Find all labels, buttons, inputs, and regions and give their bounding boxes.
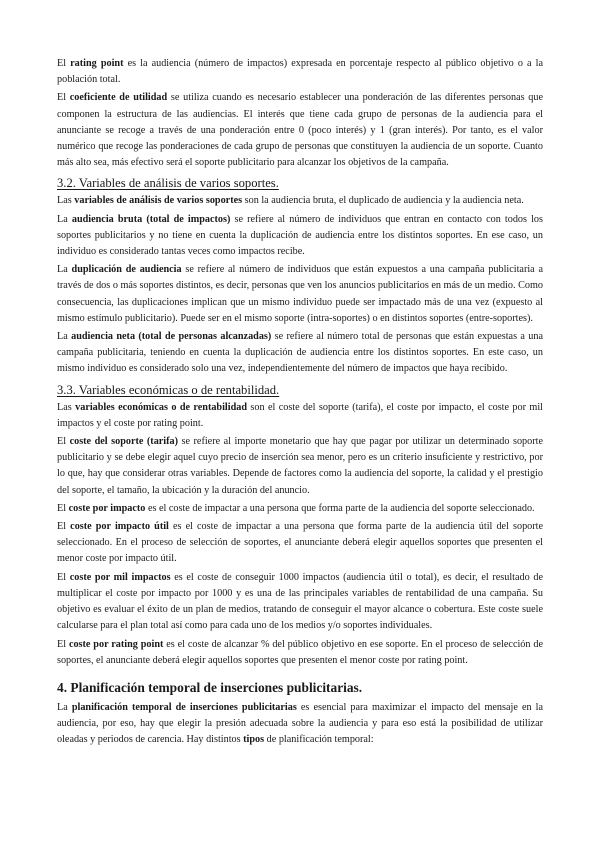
heading-3-2: 3.2. Variables de análisis de varios soportes.: [57, 176, 279, 191]
paragraph-coste-rating-point: El coste por rating point es el coste de alcanzar % del público objetivo en ese soporte. En el proceso de selección de soportes, el anunciante deberá elegir aquellos soportes que presenten el menor coste por rating point.: [57, 638, 543, 666]
paragraph-coste-soporte: El coste del soporte (tarifa) se refiere al importe monetario que hay que pagar por utilizar un determinado soporte publicitario y se debe elegir aquel cuyo precio de inserción sea menor, pero es un criterio insuficiente y restrictivo, por lo que, hay que considerar otras variables. Depende de factores como la audiencia del soporte, la calidad y el prestigio del soporte, el tamaño, la ubicación y la duración del anuncio.: [57, 436, 543, 496]
heading-3-3: 3.3. Variables económicas o de rentabilidad.: [57, 382, 280, 397]
paragraph-variables-varios-soportes: Las variables de análisis de varios soportes son la audiencia bruta, el duplicado de audiencia y la audiencia neta.: [57, 195, 524, 207]
paragraph-coeficiente-utilidad: El coeficiente de utilidad se utiliza cuando es necesario establecer una ponderación de las diferentes personas que componen la estructura de las audiencias. El interés que tiene cada grupo de personas de la audiencia para el anunciante se recoge a través de una ponderación entre 0 (poco interés) y 1 (gran interés). Por tanto, es el valor numérico que recoge las ponderaciones de cada grupo de personas que constituyen la audiencia de un soporte. Cuanto más alto sea, más efectivo será el soporte publicitario para alcanzar los objetivos de la campaña.: [57, 92, 543, 169]
heading-4: 4. Planificación temporal de inserciones publicitarias.: [57, 679, 363, 695]
paragraph-variables-economicas: Las variables económicas o de rentabilidad son el coste del soporte (tarifa), el coste por impacto, el coste por mil impactos y el coste por rating point.: [57, 401, 543, 429]
paragraph-audiencia-bruta: La audiencia bruta (total de impactos) se refiere al número de individuos que entran en contacto con todos los soportes publicitarios y no tiene en cuenta la duplicación de audiencia entre los distintos soportes. En ese caso, un individuo es considerado tantas veces como impactos recibe.: [57, 213, 543, 258]
paragraph-planificacion-temporal: La planificación temporal de inserciones publicitarias es esencial para maximizar el impacto del mensaje en la audiencia, por eso, hay que elegir la presión adecuada sobre la audiencia y para eso está la posibilidad de utilizar oleadas y periodos de carencia. Hay distintos tipos de planificación temporal:: [57, 701, 544, 746]
paragraph-coste-impacto-util: El coste por impacto útil es el coste de impactar a una persona que forma parte de la audiencia útil del soporte seleccionado. En el proceso de selección de soportes, el anunciante deberá elegir aquellos soportes que presenten el menor coste por impacto útil.: [57, 521, 543, 565]
paragraph-audiencia-neta: La audiencia neta (total de personas alcanzadas) se refiere al número total de personas que están expuestas a una campaña publicitaria, teniendo en cuenta la duplicación de audiencia entre los distintos soportes. En este caso, un mismo individuo es considerado solo una vez, independientemente del número de impactos que haya recibido.: [57, 331, 543, 375]
document-page: [57, 56, 543, 751]
paragraph-coste-impacto: El coste por impacto es el coste de impactar a una persona que forma parte de la audiencia del soporte seleccionado.: [57, 502, 535, 514]
paragraph-rating-point: El rating point es la audiencia (número de impactos) expresada en porcentaje respecto al público objetivo o a la población total.: [57, 58, 543, 86]
paragraph-duplicacion-audiencia: La duplicación de audiencia se refiere al número de individuos que están expuestos a una campaña publicitaria a través de dos o más soportes distintos, es decir, personas que ven los anuncios publicitarios en más de un medio. Como consecuencia, las duplicaciones implican que un mismo individuo puede ser impactado más de una vez (expuesto al mismo estímulo publicitario). Puede ser en el mismo soporte (intra-soportes) o en distintos soportes (entre-soportes).: [57, 264, 543, 324]
paragraph-coste-mil-impactos: El coste por mil impactos es el coste de conseguir 1000 impactos (audiencia útil o total), es decir, el resultado de multiplicar el coste por impacto por 1000 y es una de las principales variables de rentabilidad de una campaña. Su objetivo es evaluar el éxito de un plan de medios, tratando de conseguir el mayor alcance o cobertura. Este coste suele calcularse para el plan total así como para cada uno de los medios y/o soportes individuales.: [57, 571, 543, 632]
